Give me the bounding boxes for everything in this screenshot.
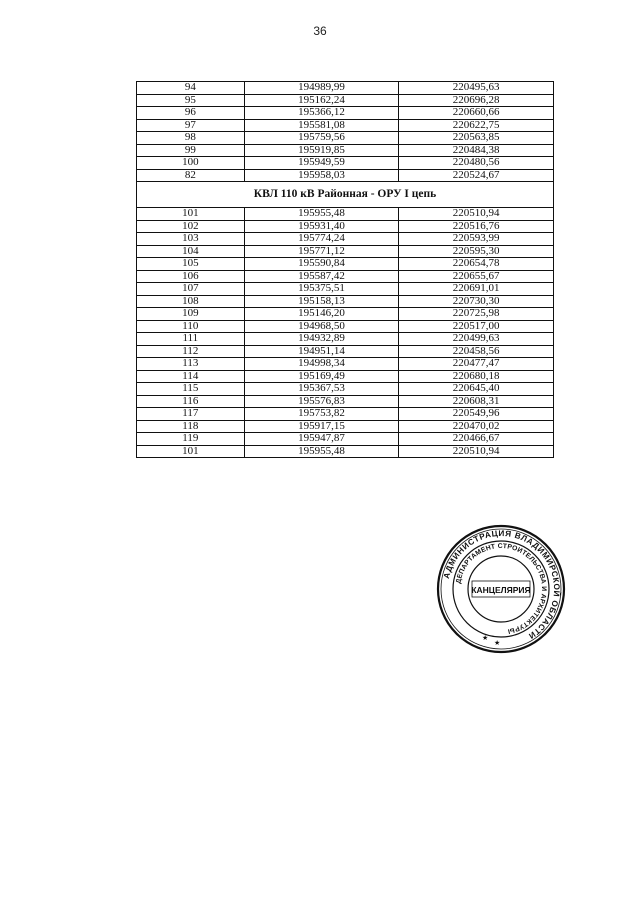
table-row [137,144,554,157]
y-coordinate-cell: 220549,96 [399,408,554,421]
x-coordinate-cell: 195955,48 [244,445,399,458]
y-coordinate-cell: 220516,76 [399,220,554,233]
x-coordinate-cell: 195146,20 [244,308,399,321]
y-coordinate-cell: 220655,67 [399,270,554,283]
table-row [137,358,554,371]
point-number-cell: 103 [137,233,245,246]
table-row [137,245,554,258]
table-row [137,157,554,170]
x-coordinate-cell: 195931,40 [244,220,399,233]
table-section-top [137,82,554,182]
point-number-cell: 105 [137,258,245,271]
table-row [137,345,554,358]
table-row [137,395,554,408]
x-coordinate-cell: 195949,59 [244,157,399,170]
section-header-row [137,182,554,208]
table-row [137,94,554,107]
y-coordinate-cell: 220595,30 [399,245,554,258]
y-coordinate-cell: 220563,85 [399,132,554,145]
y-coordinate-cell: 220458,56 [399,345,554,358]
point-number-cell: 110 [137,320,245,333]
x-coordinate-cell: 195771,12 [244,245,399,258]
table-row [137,420,554,433]
table-row [137,370,554,383]
y-coordinate-cell: 220477,47 [399,358,554,371]
table-row [137,233,554,246]
y-coordinate-cell: 220725,98 [399,308,554,321]
x-coordinate-cell: 195955,48 [244,208,399,221]
point-number-cell: 116 [137,395,245,408]
point-number-cell: 100 [137,157,245,170]
stamp-star-left: ★ [482,634,489,642]
x-coordinate-cell: 195919,85 [244,144,399,157]
x-coordinate-cell: 195753,82 [244,408,399,421]
stamp-center-text: КАНЦЕЛЯРИЯ [471,585,531,595]
table-row [137,445,554,458]
point-number-cell: 101 [137,208,245,221]
y-coordinate-cell: 220495,63 [399,82,554,95]
y-coordinate-cell: 220510,94 [399,445,554,458]
table-row [137,107,554,120]
x-coordinate-cell: 194932,89 [244,333,399,346]
point-number-cell: 97 [137,119,245,132]
y-coordinate-cell: 220691,01 [399,283,554,296]
table-row [137,132,554,145]
table-section-header [137,182,554,208]
y-coordinate-cell: 220510,94 [399,208,554,221]
point-number-cell: 98 [137,132,245,145]
point-number-cell: 104 [137,245,245,258]
point-number-cell: 96 [137,107,245,120]
x-coordinate-cell: 195581,08 [244,119,399,132]
point-number-cell: 118 [137,420,245,433]
table-row [137,119,554,132]
coordinates-table [136,81,554,458]
point-number-cell: 115 [137,383,245,396]
table-row [137,320,554,333]
point-number-cell: 107 [137,283,245,296]
y-coordinate-cell: 220680,18 [399,370,554,383]
x-coordinate-cell: 194989,99 [244,82,399,95]
y-coordinate-cell: 220484,38 [399,144,554,157]
point-number-cell: 101 [137,445,245,458]
x-coordinate-cell: 195158,13 [244,295,399,308]
y-coordinate-cell: 220499,63 [399,333,554,346]
table-row [137,208,554,221]
point-number-cell: 114 [137,370,245,383]
point-number-cell: 82 [137,169,245,182]
point-number-cell: 111 [137,333,245,346]
table-row [137,169,554,182]
table-row [137,383,554,396]
y-coordinate-cell: 220480,56 [399,157,554,170]
stamp-inner-text: ДЕПАРТАМЕНТ СТРОИТЕЛЬСТВА И АРХИТЕКТУРЫ [455,542,548,635]
x-coordinate-cell: 194968,50 [244,320,399,333]
point-number-cell: 102 [137,220,245,233]
table-row [137,308,554,321]
stamp-outer-text: АДМИНИСТРАЦИЯ ВЛАДИМИРСКОЙ ОБЛАСТИ [442,528,562,641]
table-section-bottom [137,208,554,458]
x-coordinate-cell: 195366,12 [244,107,399,120]
y-coordinate-cell: 220645,40 [399,383,554,396]
x-coordinate-cell: 195947,87 [244,433,399,446]
point-number-cell: 108 [137,295,245,308]
x-coordinate-cell: 195169,49 [244,370,399,383]
y-coordinate-cell: 220622,75 [399,119,554,132]
x-coordinate-cell: 194998,34 [244,358,399,371]
table-row [137,220,554,233]
table-row [137,408,554,421]
x-coordinate-cell: 195162,24 [244,94,399,107]
y-coordinate-cell: 220593,99 [399,233,554,246]
table-row [137,270,554,283]
point-number-cell: 113 [137,358,245,371]
table-row [137,283,554,296]
point-number-cell: 119 [137,433,245,446]
point-number-cell: 117 [137,408,245,421]
y-coordinate-cell: 220466,67 [399,433,554,446]
point-number-cell: 112 [137,345,245,358]
y-coordinate-cell: 220470,02 [399,420,554,433]
x-coordinate-cell: 195590,84 [244,258,399,271]
point-number-cell: 99 [137,144,245,157]
x-coordinate-cell: 195576,83 [244,395,399,408]
y-coordinate-cell: 220660,66 [399,107,554,120]
table-row [137,333,554,346]
x-coordinate-cell: 195774,24 [244,233,399,246]
x-coordinate-cell: 195587,42 [244,270,399,283]
x-coordinate-cell: 195958,03 [244,169,399,182]
office-stamp [436,524,566,654]
y-coordinate-cell: 220654,78 [399,258,554,271]
point-number-cell: 106 [137,270,245,283]
table-row [137,258,554,271]
point-number-cell: 95 [137,94,245,107]
x-coordinate-cell: 195917,15 [244,420,399,433]
table-row [137,82,554,95]
y-coordinate-cell: 220696,28 [399,94,554,107]
y-coordinate-cell: 220608,31 [399,395,554,408]
y-coordinate-cell: 220524,67 [399,169,554,182]
page-number: 36 [313,24,327,38]
x-coordinate-cell: 195759,56 [244,132,399,145]
y-coordinate-cell: 220730,30 [399,295,554,308]
table-row [137,433,554,446]
stamp-star-right: ★ [494,639,501,647]
y-coordinate-cell: 220517,00 [399,320,554,333]
x-coordinate-cell: 195367,53 [244,383,399,396]
point-number-cell: 94 [137,82,245,95]
section-title: КВЛ 110 кВ Районная - ОРУ I цепь [137,182,554,208]
table-row [137,295,554,308]
point-number-cell: 109 [137,308,245,321]
x-coordinate-cell: 195375,51 [244,283,399,296]
x-coordinate-cell: 194951,14 [244,345,399,358]
